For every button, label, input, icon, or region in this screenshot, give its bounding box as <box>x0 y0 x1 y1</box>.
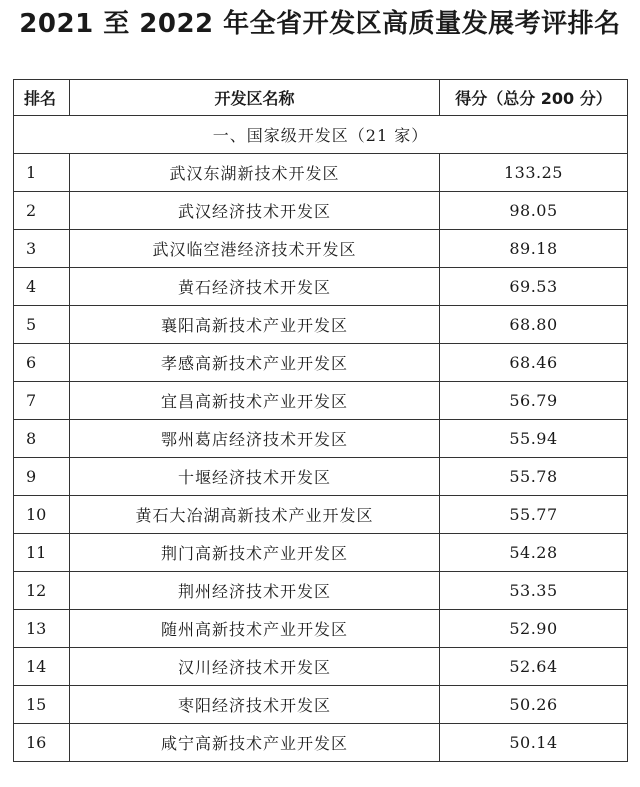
cell-name: 黄石大冶湖高新技术产业开发区 <box>70 496 440 534</box>
cell-rank: 16 <box>14 724 70 762</box>
header-rank: 排名 <box>14 80 70 116</box>
cell-rank: 7 <box>14 382 70 420</box>
cell-rank: 9 <box>14 458 70 496</box>
cell-name: 汉川经济技术开发区 <box>70 648 440 686</box>
cell-name: 荆门高新技术产业开发区 <box>70 534 440 572</box>
table-body <box>14 116 628 762</box>
table-row <box>14 306 628 344</box>
cell-rank: 2 <box>14 192 70 230</box>
cell-name: 鄂州葛店经济技术开发区 <box>70 420 440 458</box>
cell-name: 武汉经济技术开发区 <box>70 192 440 230</box>
cell-score: 55.78 <box>440 458 628 496</box>
cell-rank: 15 <box>14 686 70 724</box>
table-row <box>14 420 628 458</box>
cell-score: 68.46 <box>440 344 628 382</box>
table-row <box>14 686 628 724</box>
cell-score: 53.35 <box>440 572 628 610</box>
cell-score: 133.25 <box>440 154 628 192</box>
cell-rank: 3 <box>14 230 70 268</box>
header-name: 开发区名称 <box>70 80 440 116</box>
table-row <box>14 458 628 496</box>
table-row <box>14 268 628 306</box>
cell-rank: 8 <box>14 420 70 458</box>
section-title: 一、国家级开发区（21 家） <box>14 116 628 154</box>
header-score: 得分（总分 200 分） <box>440 80 628 116</box>
cell-rank: 1 <box>14 154 70 192</box>
cell-name: 黄石经济技术开发区 <box>70 268 440 306</box>
table-row <box>14 496 628 534</box>
table-row <box>14 724 628 762</box>
cell-name: 襄阳高新技术产业开发区 <box>70 306 440 344</box>
cell-name: 宜昌高新技术产业开发区 <box>70 382 440 420</box>
cell-name: 咸宁高新技术产业开发区 <box>70 724 440 762</box>
cell-score: 89.18 <box>440 230 628 268</box>
cell-rank: 11 <box>14 534 70 572</box>
cell-name: 荆州经济技术开发区 <box>70 572 440 610</box>
table-row <box>14 534 628 572</box>
table-header-row <box>14 80 628 116</box>
cell-name: 武汉东湖新技术开发区 <box>70 154 440 192</box>
cell-score: 52.90 <box>440 610 628 648</box>
cell-score: 54.28 <box>440 534 628 572</box>
cell-name: 随州高新技术产业开发区 <box>70 610 440 648</box>
cell-rank: 12 <box>14 572 70 610</box>
section-row <box>14 116 628 154</box>
table-row <box>14 382 628 420</box>
table-row <box>14 230 628 268</box>
cell-name: 武汉临空港经济技术开发区 <box>70 230 440 268</box>
ranking-table <box>13 79 628 762</box>
cell-score: 98.05 <box>440 192 628 230</box>
cell-score: 55.94 <box>440 420 628 458</box>
cell-name: 十堰经济技术开发区 <box>70 458 440 496</box>
cell-rank: 13 <box>14 610 70 648</box>
table-row <box>14 572 628 610</box>
cell-score: 56.79 <box>440 382 628 420</box>
cell-rank: 14 <box>14 648 70 686</box>
table-row <box>14 154 628 192</box>
cell-rank: 4 <box>14 268 70 306</box>
table-row <box>14 648 628 686</box>
table-row <box>14 610 628 648</box>
cell-score: 55.77 <box>440 496 628 534</box>
cell-score: 50.14 <box>440 724 628 762</box>
cell-score: 69.53 <box>440 268 628 306</box>
cell-rank: 5 <box>14 306 70 344</box>
cell-rank: 10 <box>14 496 70 534</box>
cell-score: 50.26 <box>440 686 628 724</box>
cell-name: 孝感高新技术产业开发区 <box>70 344 440 382</box>
page-title: 2021 至 2022 年全省开发区高质量发展考评排名 <box>19 9 621 39</box>
table-row <box>14 192 628 230</box>
cell-rank: 6 <box>14 344 70 382</box>
table-row <box>14 344 628 382</box>
cell-score: 52.64 <box>440 648 628 686</box>
cell-name: 枣阳经济技术开发区 <box>70 686 440 724</box>
cell-score: 68.80 <box>440 306 628 344</box>
